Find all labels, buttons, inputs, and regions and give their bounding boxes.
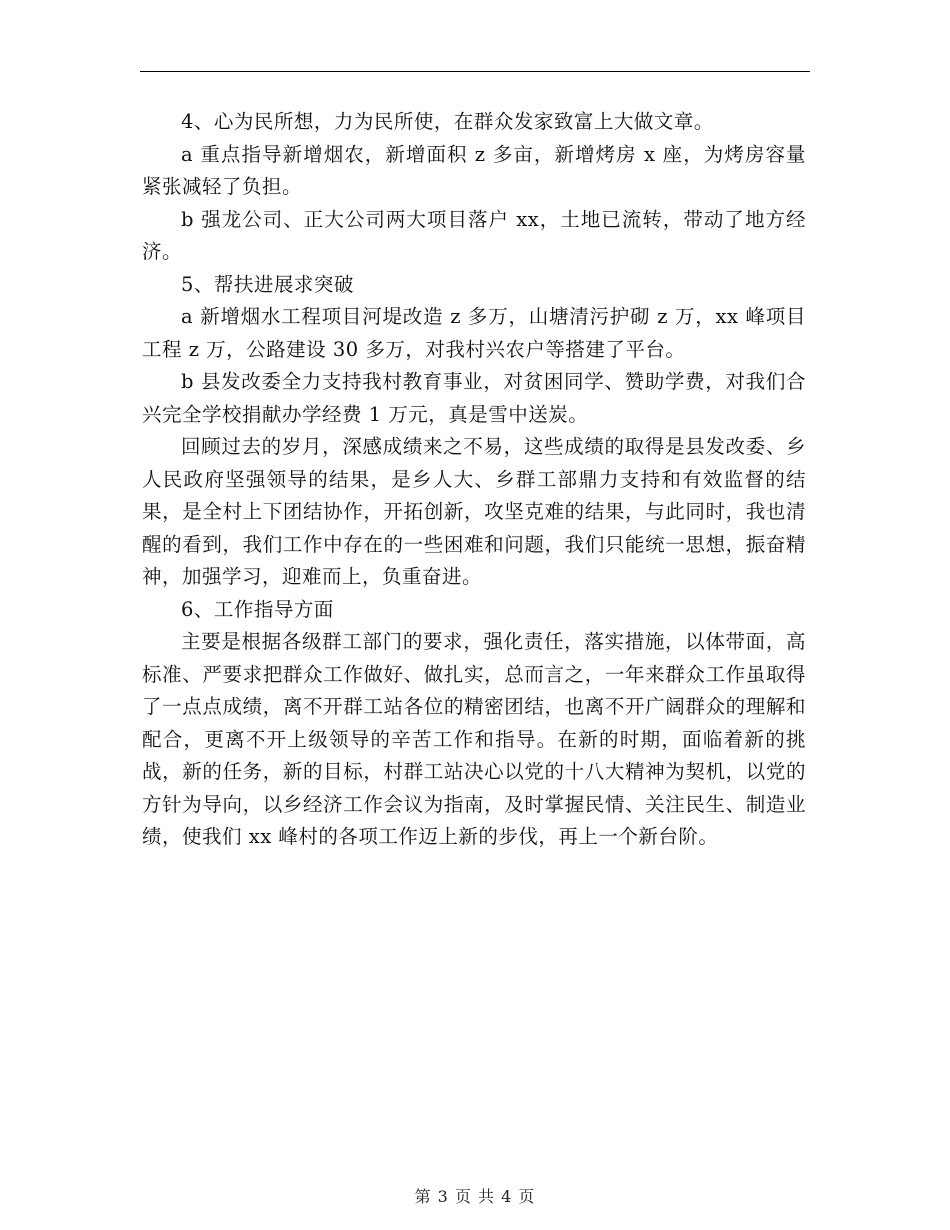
paragraph-item-5: 5、帮扶进展求突破 — [181, 272, 354, 296]
paragraph-item-6: 6、工作指导方面 — [181, 597, 334, 621]
header-rule — [140, 71, 810, 72]
paragraph-item-4a: a 重点指导新增烟农，新增面积 z 多亩，新增烤房 x 座，为烤房容量紧张减轻了负担。 — [142, 142, 806, 198]
paragraph-guidance: 主要是根据各级群工部门的要求，强化责任，落实措施，以体带面，高标准、严要求把群众工作做好、做扎实，总而言之，一年来群众工作虽取得了一点点成绩，离不开群工站各位的精密团结，也离不开广阔群众的理解和配合，更离不开上级领导的辛苦工作和指导。在新的时期，面临着新的挑战，新的任务，新的目标，村群工站决心以党的十八大精神为契机，以党的方针为导向，以乡经济工作会议为指南，及时掌握民情、关注民生、制造业绩，使我们 xx 峰村的各项工作迈上新的步伐，再上一个新台阶。 — [142, 630, 806, 848]
document-body — [142, 106, 806, 854]
paragraph-review: 回顾过去的岁月，深感成绩来之不易，这些成绩的取得是县发改委、乡人民政府坚强领导的结果，是乡人大、乡群工部鼎力支持和有效监督的结果，是全村上下团结协作，开拓创新，攻坚克难的结果，与此同时，我也清醒的看到，我们工作中存在的一些困难和问题，我们只能统一思想，振奋精神，加强学习，迎难而上，负重奋进。 — [142, 435, 806, 588]
paragraph-item-5b: b 县发改委全力支持我村教育事业，对贫困同学、赞助学费，对我们合兴完全学校捐献办学经费 1 万元，真是雪中送炭。 — [142, 370, 806, 426]
paragraph-item-5a: a 新增烟水工程项目河堤改造 z 多万，山塘清污护砌 z 万，xx 峰项目工程 z 万，公路建设 30 多万，对我村兴农户等搭建了平台。 — [142, 305, 806, 361]
paragraph-item-4: 4、心为民所想，力为民所使，在群众发家致富上大做文章。 — [181, 110, 714, 133]
paragraph-item-4b: b 强龙公司、正大公司两大项目落户 xx，土地已流转，带动了地方经济。 — [142, 207, 806, 263]
page-number-footer: 第 3 页 共 4 页 — [414, 1187, 536, 1206]
